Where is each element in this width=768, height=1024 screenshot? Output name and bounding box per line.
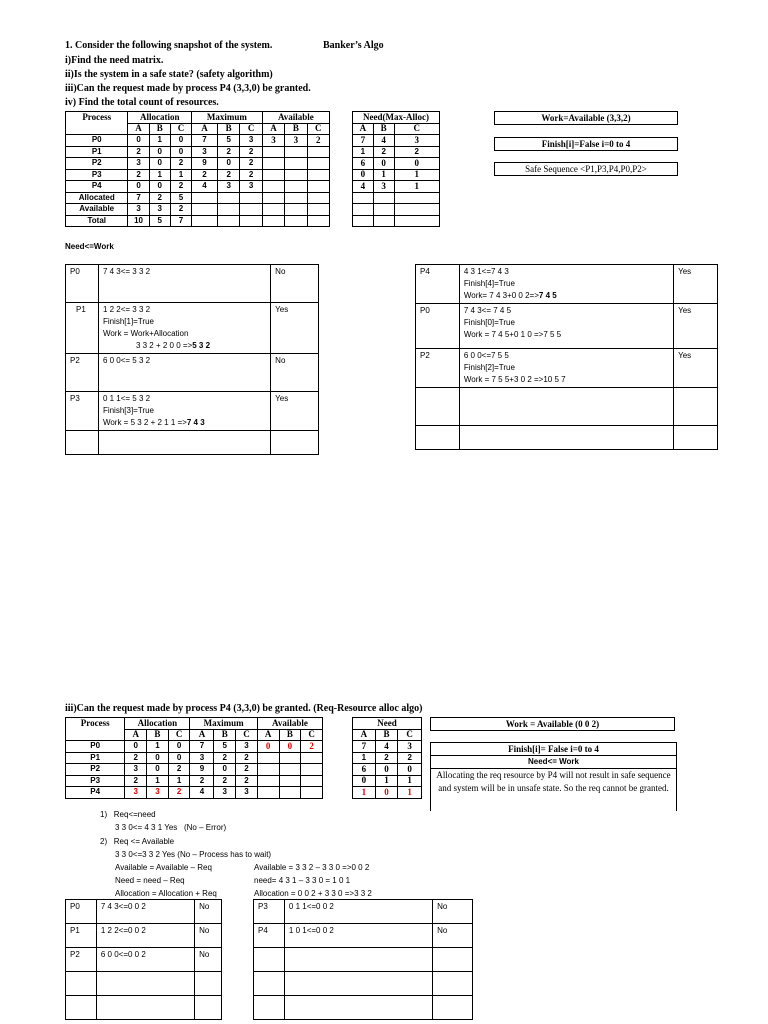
- question-iv: iv) Find the total count of resources.: [65, 97, 219, 108]
- question-ii: ii)Is the system in a safe state? (safety algorithm): [65, 69, 273, 80]
- col-available: Available: [262, 112, 329, 124]
- calc-allocation: Allocation = 0 0 2 + 3 3 0 =>3 3 2: [254, 889, 372, 898]
- table-row: 0 1 1: [353, 775, 422, 787]
- table-row: P4 4 3 1<=7 4 3 Finish[4]=True Work= 7 4 3+0 0 2=>7 4 5 Yes: [416, 265, 718, 304]
- request-need-table: Need A B C 7 4 3 1 2 2 6 0 0 0 1 1 1 0 1: [352, 717, 422, 799]
- conclusion-text: Allocating the req resource by P4 will not result in safe sequence and system will be in unsafe state. So the req cannot be granted.: [436, 770, 671, 793]
- step-2: 2) Req <= Available: [100, 837, 175, 846]
- safety-steps-left: [65, 264, 319, 455]
- calc-need: need= 4 3 1 – 3 3 0 = 1 0 1: [254, 876, 351, 885]
- question-i: i)Find the need matrix.: [65, 55, 164, 66]
- request-finish-box: Finish[i]= False i=0 to 4 Need<= Work Allocating the req resource by P4 will not result in safe sequence and system will be in unsafe state. So the req cannot be granted.: [430, 742, 677, 811]
- table-row: P0 7 4 3<= 7 4 5 Finish[0]=True Work = 7 4 5+0 1 0 =>7 5 5 Yes: [416, 304, 718, 349]
- need-table: Need(Max-Alloc) A B C 7 4 3 1 2 2 6 0 0 0 1 1 4 3 1: [352, 111, 440, 227]
- col-process: Process: [66, 112, 128, 124]
- safety-steps-right: [415, 264, 718, 450]
- table-row: 0 1 1: [353, 169, 440, 181]
- table-row: 1 0 1: [353, 787, 422, 799]
- col-b: B: [285, 123, 307, 135]
- section-iii-title: iii)Can the request made by process P4 (3,3,0) be granted. (Req-Resource alloc algo): [65, 703, 423, 714]
- formula-allocation: Allocation = Allocation + Req: [115, 889, 217, 898]
- request-work-box: Work = Available (0 0 2): [430, 717, 675, 731]
- col-a: A: [192, 123, 218, 135]
- table-row: P2 6 0 0<=0 0 2 No: [66, 948, 222, 972]
- table-row: P2 6 0 0<= 5 3 2 No: [66, 354, 319, 392]
- table-row: 6 0 0: [353, 158, 440, 170]
- table-row: P0 0 1 0 7 5 3 0 0 2: [66, 741, 323, 753]
- table-row: P2 6 0 0<=7 5 5 Finish[2]=True Work = 7 5 5+3 0 2 =>10 5 7 Yes: [416, 349, 718, 388]
- table-row: P4 1 0 1<=0 0 2 No: [254, 924, 473, 948]
- table-row: P3 0 1 1<= 5 3 2 Finish[3]=True Work = 5 3 2 + 2 1 1 =>7 4 3 Yes: [66, 392, 319, 431]
- table-row: P0 0 1 0 7 5 3 3 3 2: [66, 135, 330, 147]
- col-allocation: Allocation: [128, 112, 192, 124]
- col-maximum: Maximum: [192, 112, 263, 124]
- table-row: 4 3 1: [353, 181, 440, 193]
- table-row: 6 0 0: [353, 764, 422, 776]
- question-title: 1. Consider the following snapshot of the system.: [65, 40, 273, 51]
- table-row: P3 0 1 1<=0 0 2 No: [254, 900, 473, 924]
- finish-box: Finish[i]=False i=0 to 4: [494, 137, 678, 151]
- table-row: 7 4 3: [353, 135, 440, 147]
- table-row: 7 4 3: [353, 741, 422, 753]
- table-row: P4 3 3 2 4 3 3: [66, 787, 323, 799]
- table-row: P0 7 4 3<=0 0 2 No: [66, 900, 222, 924]
- col-b: B: [217, 123, 239, 135]
- table-row: P1 2 0 0 3 2 2: [66, 752, 323, 764]
- table-row: Total 10 5 7: [66, 215, 330, 227]
- col-a: A: [262, 123, 284, 135]
- col-a: A: [128, 123, 149, 135]
- table-row: P0 7 4 3<= 3 3 2 No: [66, 265, 319, 303]
- step-1: 1) Req<=need: [100, 810, 156, 819]
- col-c: C: [307, 123, 329, 135]
- col-c: C: [240, 123, 262, 135]
- step-2-detail: 3 3 0<=3 3 2 Yes (No – Process has to wait): [115, 850, 272, 859]
- request-snapshot-table: Process Allocation Maximum Available A B C A B C A B C P0 0 1 0 7 5 3 0 0 2 P1 2 0 0 3 2 2 P2 3 0 2 9 0 2 P3 2 1 1 2 2 2 P4 3 3 2 4 3 3: [65, 717, 323, 799]
- table-row: 1 2 2: [353, 752, 422, 764]
- safe-sequence-box: Safe Sequence <P1,P3,P4,P0,P2>: [494, 162, 678, 176]
- formula-need: Need = need – Req: [115, 876, 185, 885]
- step-1-detail: 3 3 0<= 4 3 1 Yes (No – Error): [115, 823, 227, 832]
- col-b: B: [149, 123, 170, 135]
- table-row: P1 1 2 2<=0 0 2 No: [66, 924, 222, 948]
- need-title: Need(Max-Alloc): [353, 112, 440, 124]
- table-row: Available 3 3 2: [66, 204, 330, 216]
- snapshot-table: [65, 111, 330, 227]
- table-row: P1 2 0 0 3 2 2: [66, 146, 330, 158]
- work-box: Work=Available (3,3,2): [494, 111, 678, 125]
- table-row: Allocated 7 2 5: [66, 192, 330, 204]
- table-row: P3 2 1 1 2 2 2: [66, 169, 330, 181]
- question-iii: iii)Can the request made by process P4 (3,3,0) be granted.: [65, 83, 311, 94]
- request-steps-left: [65, 899, 222, 1020]
- table-row: P2 3 0 2 9 0 2: [66, 158, 330, 170]
- table-row: 1 2 2: [353, 146, 440, 158]
- col-c: C: [170, 123, 191, 135]
- table-row: P1 1 2 2<= 3 3 2 Finish[1]=True Work = Work+Allocation 3 3 2 + 2 0 0 =>5 3 2 Yes: [66, 303, 319, 354]
- calc-available: Available = 3 3 2 – 3 3 0 =>0 0 2: [254, 863, 370, 872]
- table-row: P2 3 0 2 9 0 2: [66, 764, 323, 776]
- table-row: P3 2 1 1 2 2 2: [66, 775, 323, 787]
- table-row: P4 0 0 2 4 3 3: [66, 181, 330, 193]
- algorithm-tag: Banker’s Algo: [323, 40, 384, 51]
- formula-available: Available = Available – Req: [115, 863, 212, 872]
- need-le-work-label: Need<=Work: [65, 242, 114, 251]
- request-steps-right: [253, 899, 473, 1020]
